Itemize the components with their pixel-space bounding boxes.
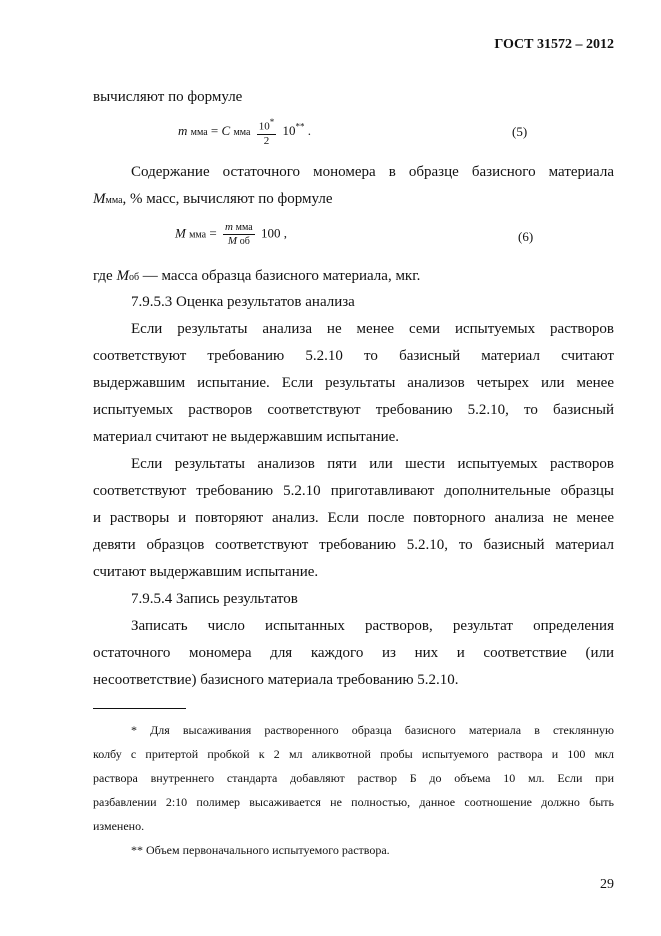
intro-line: вычисляют по формуле — [93, 89, 243, 105]
para1-line: испытуемых растворов соответствуют требованию 5.2.10, то базисный — [93, 402, 614, 418]
formula6-lhs-var: M — [175, 225, 186, 241]
section-7953-heading: 7.9.5.3 Оценка результатов анализа — [131, 294, 355, 310]
content-para-line1: Содержание остаточного мономера в образце базисного материала — [131, 164, 614, 180]
formula5-end: . — [307, 122, 311, 138]
formula-5 — [178, 116, 311, 148]
formula6-num-sub: мма — [235, 222, 253, 233]
formula5-c-var: C — [221, 122, 231, 138]
content-var: M — [93, 191, 106, 207]
standard-header: ГОСТ 31572 – 2012 — [494, 37, 614, 52]
formula5-denominator: 2 — [263, 134, 270, 147]
where-rest: — масса образца базисного материала, мкг. — [139, 268, 421, 284]
footnote1-line: изменено. — [93, 819, 145, 833]
para3-line: несоответствие) базисного материала требованию 5.2.10. — [93, 672, 459, 688]
content-para-line2 — [93, 186, 614, 214]
content-rest: , % масс, вычисляют по формуле — [122, 191, 333, 207]
section-7954-heading: 7.9.5.4 Запись результатов — [131, 591, 298, 607]
formula6-den-sub: об — [239, 236, 250, 247]
formula6-num-var: m — [224, 221, 233, 233]
content-sub: мма — [105, 195, 123, 206]
where-var: M — [116, 268, 129, 284]
formula5-number: (5) — [512, 124, 528, 139]
para1-line: выдержавшим испытание. Если результаты анализов четырех или менее — [93, 375, 614, 391]
formula6-fraction — [223, 221, 255, 248]
para1-line: соответствуют требованию 5.2.10 то базисный материал считают — [93, 348, 614, 364]
formula5-lhs-var: m — [178, 122, 188, 138]
formula6-equals: = — [209, 225, 217, 241]
footnote2: ** Объем первоначального испытуемого раствора. — [131, 843, 390, 857]
formula6-den-var: M — [227, 235, 237, 247]
para3-line: Записать число испытанных растворов, результат определения — [131, 618, 614, 634]
footnote1-line: * Для высаживания растворенного образца базисного материала в стеклянную — [131, 723, 614, 737]
where-prefix: где — [93, 268, 117, 284]
formula5-tail: 10 — [282, 122, 296, 138]
page-number: 29 — [600, 877, 614, 892]
footnote1-line: разбавлении 2:10 полимер высаживается не полностью, данное соотношение должно быть — [93, 795, 614, 809]
para2-line: и растворы и повторяют анализ. Если после повторного анализа не менее — [93, 510, 614, 526]
para2-line: считают выдержавшим испытание. — [93, 564, 319, 580]
para2-line: Если результаты анализов пяти или шести испытуемых растворов — [131, 456, 614, 472]
where-line — [93, 263, 614, 291]
para2-line: соответствуют требованию 5.2.10 приготавливают дополнительные образцы — [93, 483, 614, 499]
para1-line: Если результаты анализа не менее семи испытуемых растворов — [131, 321, 614, 337]
formula5-equals: = — [210, 122, 219, 138]
formula5-tail-mark: ** — [295, 121, 305, 132]
formula5-c-sub: мма — [233, 126, 251, 138]
formula5-lhs-sub: мма — [190, 126, 208, 138]
where-sub: об — [128, 272, 140, 283]
para1-line: материал считают не выдержавшим испытание. — [93, 429, 400, 445]
formula5-fraction — [257, 116, 277, 148]
formula5-numerator-mark: * — [269, 117, 275, 127]
formula-6 — [175, 221, 287, 248]
formula6-lhs-sub: мма — [189, 229, 207, 241]
formula6-end: , — [283, 225, 287, 241]
formula6-number: (6) — [518, 229, 534, 244]
para3-line: остаточного мономера для каждого из них и соответствие (или — [93, 645, 614, 661]
para2-line: девяти образцов соответствуют требованию 5.2.10, то базисный материал — [93, 537, 614, 553]
formula5-numerator: 10 — [258, 120, 270, 133]
footnote-rule — [93, 708, 186, 709]
footnote1-line: колбу с притертой пробкой к 2 мл аликвотной пробы испытуемого раствора и 100 мкл — [93, 747, 614, 761]
footnote1-line: раствора внутреннего стандарта добавляют раствор Б до объема 10 мл. Если при — [93, 771, 614, 785]
formula6-tail: 100 — [260, 225, 281, 241]
